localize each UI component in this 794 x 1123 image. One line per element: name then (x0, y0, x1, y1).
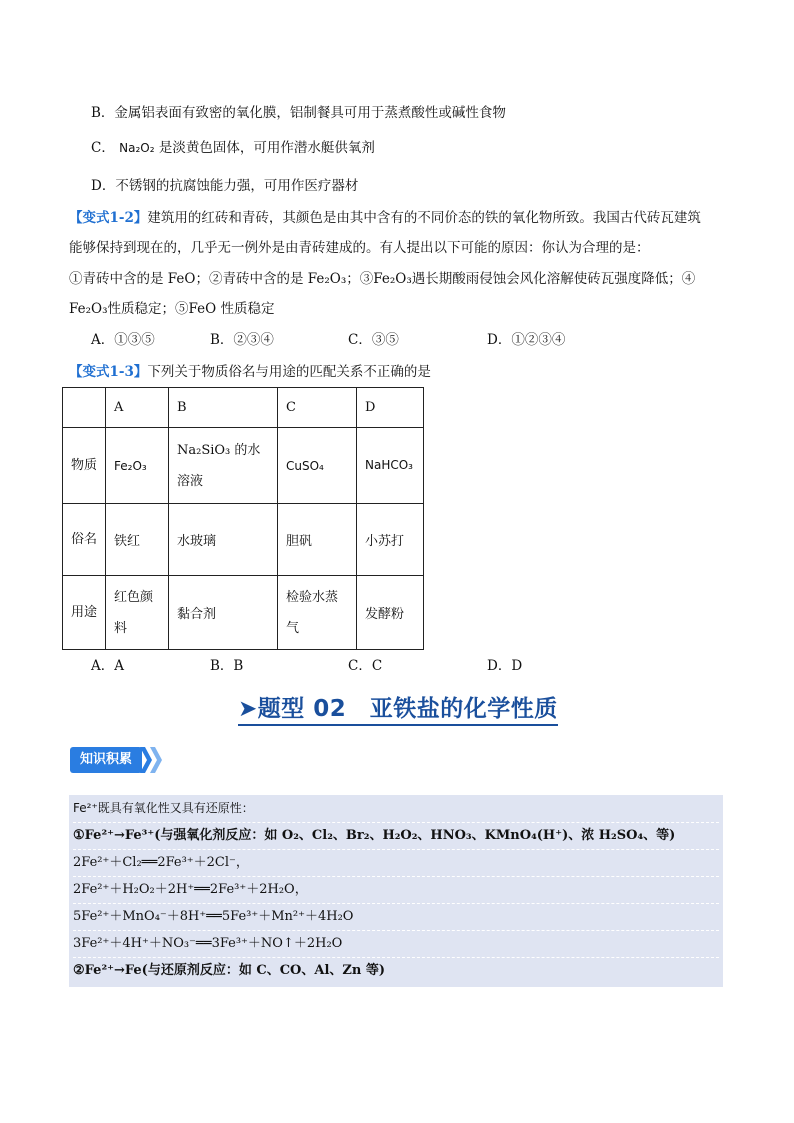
table-cell: 胆矾 (278, 504, 357, 576)
table-header-cell: B (169, 388, 278, 428)
row-label: 俗名 (63, 504, 106, 576)
option-c-line (91, 138, 375, 158)
question-1-2-option-c[interactable]: C．③⑤ (348, 332, 399, 348)
question-1-3-option-b[interactable]: B．B (210, 658, 244, 674)
table-cell: CuSO₄ (278, 428, 357, 504)
property-table (62, 387, 424, 650)
knowledge-panel (69, 795, 723, 987)
table-header-cell: D (357, 388, 424, 428)
row-label: 物质 (63, 428, 106, 504)
question-1-3-tag: 【变式1-3】 (69, 364, 148, 380)
table-header-cell: C (278, 388, 357, 428)
table-cell: Fe₂O₃ (106, 428, 169, 504)
table-row (63, 504, 424, 576)
question-1-2-text1: 建筑用的红砖和青砖，其颜色是由其中含有的不同价态的铁的氧化物所致。我国古代砖瓦建筑 (147, 210, 701, 226)
question-1-3-text: 下列关于物质俗名与用途的匹配关系不正确的是 (147, 364, 431, 380)
question-1-2-option-b[interactable]: B．②③④ (210, 332, 274, 348)
option-c-formula: Na₂O₂ (119, 141, 155, 155)
question-1-2-option-d[interactable]: D．①②③④ (487, 332, 566, 348)
question-1-3-option-c[interactable]: C．C (348, 658, 383, 674)
question-1-2-line1 (69, 208, 701, 228)
table-cell: NaHCO₃ (357, 428, 424, 504)
knowledge-line-reduction: ②Fe²⁺→Fe(与还原剂反应：如 C、CO、Al、Zn 等) (73, 963, 386, 978)
option-d-text: D．不锈钢的抗腐蚀能力强，可用作医疗器材 (91, 178, 359, 194)
table-cell: Na₂SiO₃ 的水溶液 (169, 428, 278, 504)
knowledge-equation: 2Fe²⁺＋H₂O₂＋2H⁺══2Fe³⁺＋2H₂O， (73, 876, 719, 904)
table-cell: 黏合剂 (169, 576, 278, 650)
knowledge-equation: 5Fe²⁺＋MnO₄⁻＋8H⁺══5Fe³⁺＋Mn²⁺＋4H₂O (73, 903, 719, 931)
table-row (63, 428, 424, 504)
table-cell: 发酵粉 (357, 576, 424, 650)
question-1-2-option-a[interactable]: A．①③⑤ (91, 332, 155, 348)
section-heading: ➤题型 02 亚铁盐的化学性质 (238, 690, 558, 726)
question-1-2-line4: Fe₂O₃性质稳定；⑤FeO 性质稳定 (69, 301, 275, 317)
table-row (63, 576, 424, 650)
table-header-row (63, 388, 424, 428)
knowledge-badge-label: 知识积累 (70, 747, 142, 773)
knowledge-badge (70, 746, 162, 774)
knowledge-intro: Fe²⁺既具有氧化性又具有还原性： (73, 795, 719, 823)
question-1-3-line (69, 362, 431, 382)
table-cell: 水玻璃 (169, 504, 278, 576)
row-label: 用途 (63, 576, 106, 650)
table-cell: 小苏打 (357, 504, 424, 576)
table-header-cell (63, 388, 106, 428)
question-1-3-option-d[interactable]: D．D (487, 658, 523, 674)
question-1-2-tag: 【变式1-2】 (69, 210, 148, 226)
table-cell: 铁红 (106, 504, 169, 576)
table-cell: 检验水蒸气 (278, 576, 357, 650)
option-c-text: 是淡黄色固体，可用作潜水艇供氧剂 (158, 140, 375, 156)
knowledge-line-oxidation: ①Fe²⁺→Fe³⁺(与强氧化剂反应：如 O₂、Cl₂、Br₂、H₂O₂、HNO₃、KMnO₄(H⁺)、浓 H₂SO₄、等) (73, 822, 719, 850)
table-header-cell: A (106, 388, 169, 428)
knowledge-equation: 2Fe²⁺＋Cl₂══2Fe³⁺＋2Cl⁻， (73, 849, 719, 877)
option-b-text: B．金属铝表面有致密的氧化膜，铝制餐具可用于蒸煮酸性或碱性食物 (91, 105, 506, 121)
chevron-right-icon (150, 747, 162, 773)
table-cell: 红色颜料 (106, 576, 169, 650)
option-c-prefix: C． (91, 140, 115, 156)
knowledge-equation: 3Fe²⁺＋4H⁺＋NO₃⁻══3Fe³⁺＋NO↑＋2H₂O (73, 930, 719, 958)
question-1-3-option-a[interactable]: A．A (91, 658, 124, 674)
question-1-2-line2: 能够保持到现在的，几乎无一例外是由青砖建成的。有人提出以下可能的原因：你认为合理的是： (69, 240, 650, 256)
question-1-2-line3: ①青砖中含的是 FeO；②青砖中含的是 Fe₂O₃；③Fe₂O₃遇长期酸雨侵蚀会风化溶解使砖瓦强度降低；④ (69, 271, 696, 287)
